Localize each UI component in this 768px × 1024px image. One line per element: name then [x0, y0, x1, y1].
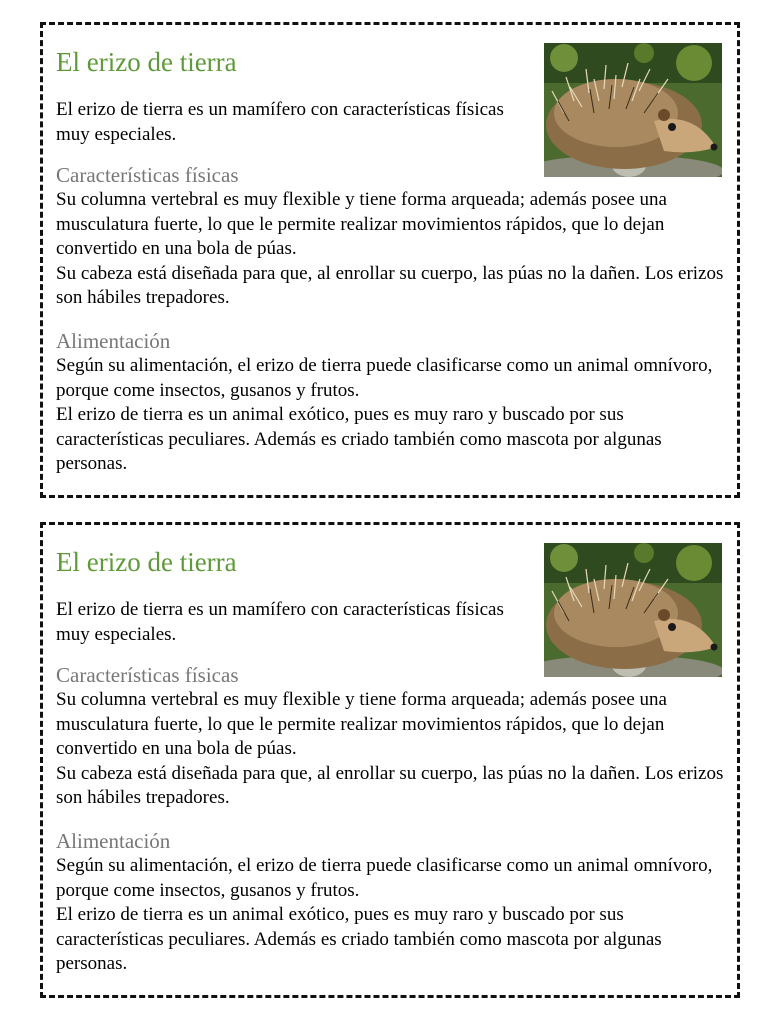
- intro-text: El erizo de tierra es un mamífero con características físicas muy especiales.: [56, 599, 504, 645]
- paragraph: Según su alimentación, el erizo de tierra puede clasificarse como un animal omnívoro, porque come insectos, gusanos y frutos.: [56, 355, 713, 401]
- paragraph: Según su alimentación, el erizo de tierra puede clasificarse como un animal omnívoro, porque come insectos, gusanos y frutos.: [56, 855, 713, 901]
- paragraph: Su cabeza está diseñada para que, al enrollar su cuerpo, las púas no la dañen. Los erizos son hábiles trepadores.: [56, 762, 724, 808]
- hedgehog-photo: [544, 43, 722, 177]
- intro-text: El erizo de tierra es un mamífero con características físicas muy especiales.: [56, 99, 504, 145]
- hedgehog-photo: [544, 543, 722, 677]
- paragraph: El erizo de tierra es un animal exótico, pues es muy raro y buscado por sus características peculiares. Además es criado también como mascota por algunas personas.: [56, 904, 662, 974]
- food-section: [56, 829, 729, 977]
- physical-section: [56, 663, 729, 811]
- info-card: [40, 522, 740, 998]
- card-content: [56, 525, 729, 995]
- section-heading: Características físicas: [56, 163, 239, 187]
- physical-section: [56, 163, 729, 311]
- card-title: El erizo de tierra: [56, 47, 237, 77]
- section-heading: Características físicas: [56, 663, 239, 687]
- hedgehog-image: [544, 43, 722, 177]
- paragraph: Su cabeza está diseñada para que, al enrollar su cuerpo, las púas no la dañen. Los erizos son hábiles trepadores.: [56, 262, 724, 308]
- section-heading: Alimentación: [56, 829, 171, 853]
- section-heading: Alimentación: [56, 329, 171, 353]
- card-title: El erizo de tierra: [56, 547, 237, 577]
- food-section: [56, 329, 729, 477]
- info-card: [40, 22, 740, 498]
- hedgehog-image: [544, 543, 722, 677]
- paragraph: Su columna vertebral es muy flexible y tiene forma arqueada; además posee una musculatura fuerte, lo que le permite realizar movimientos rápidos, que lo dejan convertido en una bola de púas.: [56, 689, 667, 759]
- paragraph: Su columna vertebral es muy flexible y tiene forma arqueada; además posee una musculatura fuerte, lo que le permite realizar movimientos rápidos, que lo dejan convertido en una bola de púas.: [56, 189, 667, 259]
- card-content: [56, 25, 729, 495]
- paragraph: El erizo de tierra es un animal exótico, pues es muy raro y buscado por sus características peculiares. Además es criado también como mascota por algunas personas.: [56, 404, 662, 474]
